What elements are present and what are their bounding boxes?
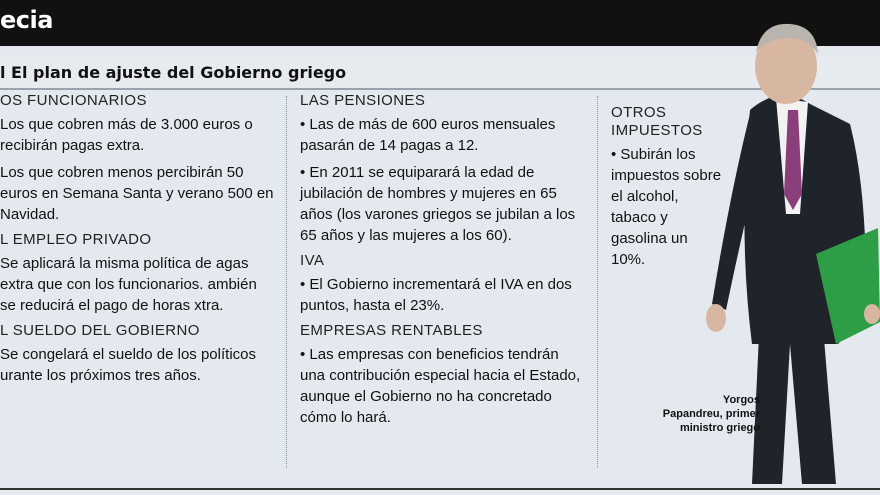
paragraph: • Las de más de 600 euros mensuales pasarán de 14 pagas a 12. xyxy=(300,116,556,154)
paragraph: Se congelará el sueldo de los políticos urante los próximos tres años. xyxy=(0,346,256,384)
right-hand xyxy=(864,304,880,324)
column-2 xyxy=(300,92,586,434)
section-heading: IVA xyxy=(300,252,325,269)
section-heading: OTROS IMPUESTOS xyxy=(611,104,703,139)
left-hand xyxy=(706,304,726,332)
paragraph: • Las empresas con beneficios tendrán una contribución especial hacia el Estado, aunque el Gobierno no ha concretado cómo lo hará. xyxy=(300,346,581,426)
paragraph: • En 2011 se equiparará la edad de jubilación de hombres y mujeres en 65 años (los varones griegos se jubilan a los 65 años y las mujeres a los 60). xyxy=(300,164,576,244)
header-title: ecia xyxy=(0,6,53,34)
paragraph: • Subirán los impuestos sobre el alcohol, tabaco y gasolina un 10%. xyxy=(611,146,722,268)
paragraph: Se aplicará la misma política de agas extra que con los funcionarios. ambién se reducirá el pago de horas xtra. xyxy=(0,255,257,314)
column-1 xyxy=(0,92,275,392)
section-heading: LAS PENSIONES xyxy=(300,92,426,109)
section-heading: OS FUNCIONARIOS xyxy=(0,92,147,109)
column-divider xyxy=(286,96,287,468)
section-heading: L EMPLEO PRIVADO xyxy=(0,231,152,248)
column-divider xyxy=(597,96,598,468)
section-heading: EMPRESAS RENTABLES xyxy=(300,322,483,339)
paragraph: Los que cobren más de 3.000 euros o recibirán pagas extra. xyxy=(0,116,253,154)
section-heading: L SUELDO DEL GOBIERNO xyxy=(0,322,200,339)
paragraph: Los que cobren menos percibirán 50 euros en Semana Santa y verano 500 en Navidad. xyxy=(0,164,274,223)
paragraph: • El Gobierno incrementará el IVA en dos puntos, hasta el 23%. xyxy=(300,276,572,314)
subheader-title: l El plan de ajuste del Gobierno griego xyxy=(0,63,347,82)
photo-caption: Yorgos Papandreu, primer ministro griego xyxy=(662,394,760,434)
bottom-rule xyxy=(0,488,880,490)
